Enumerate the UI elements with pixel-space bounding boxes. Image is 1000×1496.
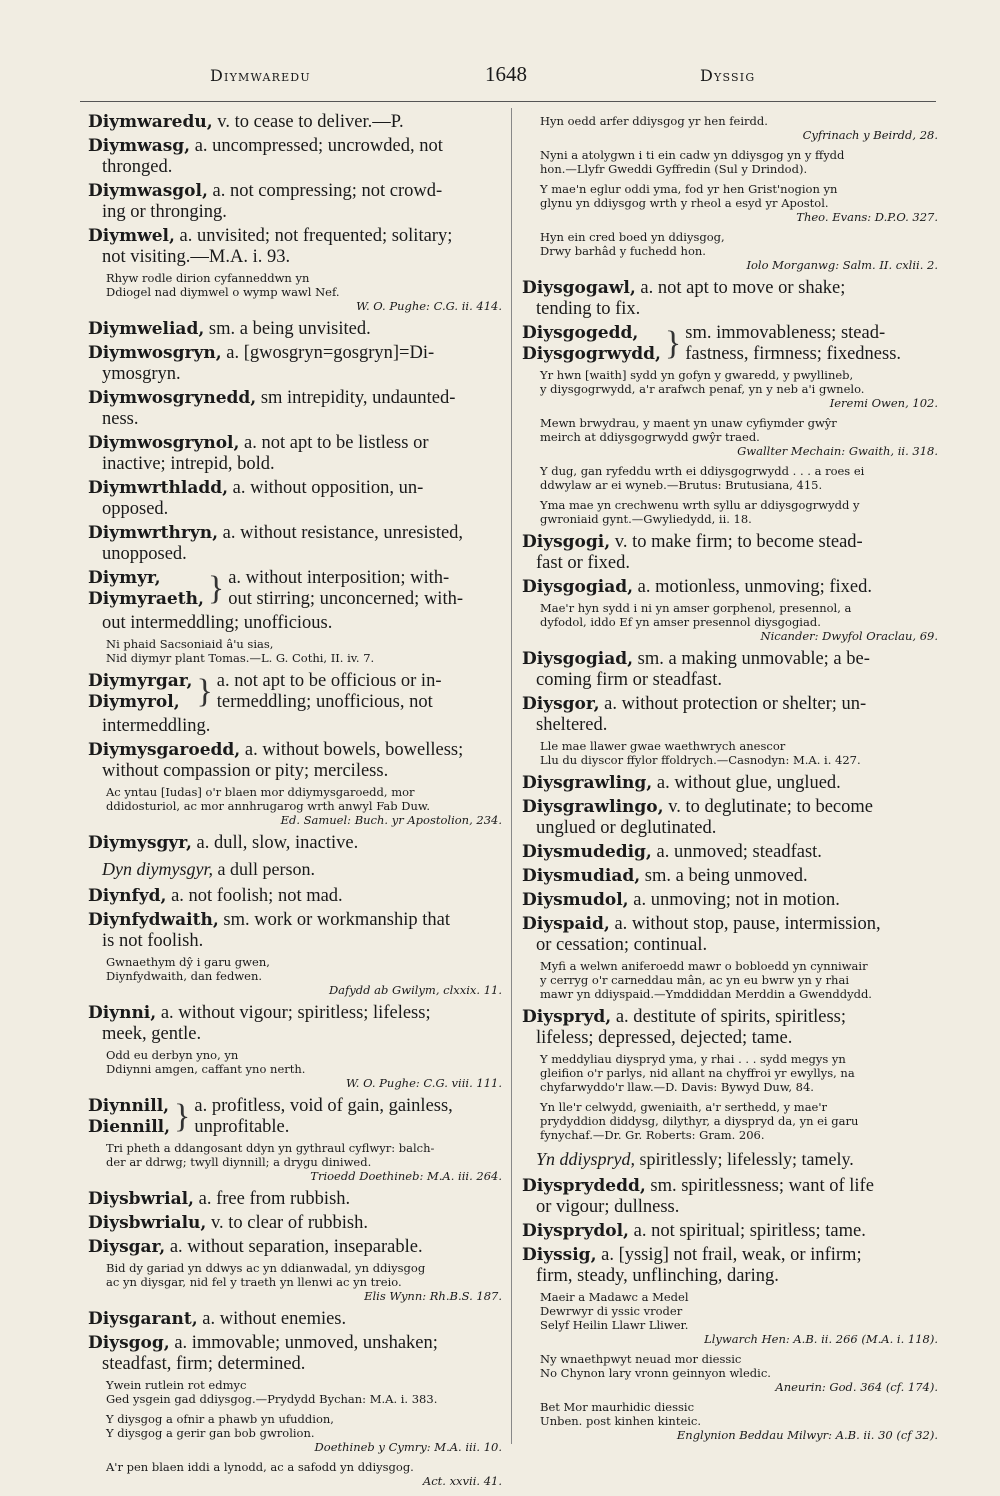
quote-line: ac yn diysgar, nid fel y traeth yn llenwi ac yn treio. — [106, 1275, 402, 1289]
definition-line: a. without interposition; with- — [228, 568, 450, 588]
definition: a. dull, slow, inactive. — [196, 833, 359, 853]
headword: Diysgar, — [88, 1237, 166, 1257]
quote-line: Drwy barhâd y fuchedd hon. — [540, 244, 706, 258]
dictionary-entry — [522, 890, 938, 911]
definition-continuation: unglued or deglutinated. — [536, 818, 717, 838]
quote-line: gwroniaid gynt.—Gwyliedydd, ii. 18. — [540, 512, 752, 526]
definition-continuation: without compassion or pity; merciless. — [102, 761, 389, 781]
headword: Diysbwrial, — [88, 1189, 194, 1209]
quote-line: der ar ddrwg; twyll diynnill; a drygu diniwed. — [106, 1155, 372, 1169]
citation-quote — [106, 271, 502, 313]
dictionary-entry — [522, 914, 938, 956]
dictionary-entry — [88, 226, 502, 268]
dictionary-entry — [88, 433, 502, 475]
left-column — [88, 112, 502, 1494]
header-right-guideword: Dyssig — [700, 66, 756, 85]
headword: Diynni, — [88, 1003, 157, 1023]
citation-quote — [540, 416, 938, 458]
quote-line: Ged ysgein gad ddiysgog.—Prydydd Bychan: M.A. i. 383. — [106, 1392, 438, 1406]
definition-continuation: fast or fixed. — [536, 553, 631, 573]
definition: a. not foolish; not mad. — [171, 886, 343, 906]
definition: v. to deglutinate; to become — [668, 797, 873, 817]
definition-group — [217, 671, 502, 713]
headword: Diysprydedd, — [522, 1176, 646, 1196]
quote-line: Unben. post kinhen kinteic. — [540, 1414, 702, 1428]
dictionary-entry — [522, 1007, 938, 1049]
quote-line: Maeir a Madawc a Medel — [540, 1290, 689, 1304]
citation-quote — [106, 637, 502, 665]
quote-source: Trioedd Doethineb: M.A. iii. 264. — [310, 1169, 502, 1183]
quote-line: Mae'r hyn sydd i ni yn amser gorphenol, presennol, a — [540, 601, 852, 615]
dictionary-entry — [522, 797, 938, 839]
definition: a. not compressing; not crowd- — [212, 181, 443, 201]
definition-continuation: firm, steady, unflinching, daring. — [536, 1266, 779, 1286]
quote-line: Dewrwyr di yssic vroder — [540, 1304, 683, 1318]
quote-line: Lle mae llawer gwae waethwrych anescor — [540, 739, 786, 753]
quote-line: Bet Mor maurhidic diessic — [540, 1400, 695, 1414]
quote-source: Gwallter Mechain: Gwaith, ii. 318. — [737, 444, 938, 458]
dictionary-entry — [88, 136, 502, 178]
citation-quote — [540, 182, 938, 224]
definition-group — [228, 568, 502, 610]
quote-line: Y mae'n eglur oddi yma, fod yr hen Grist'nogion yn — [540, 182, 838, 196]
definition: a. immovable; unmoved, unshaken; — [174, 1333, 438, 1353]
quote-line: Hyn ein cred boed yn ddiysgog, — [540, 230, 725, 244]
definition-continuation: or cessation; continual. — [536, 935, 708, 955]
definition: v. to cease to deliver.—P. — [217, 112, 404, 132]
citation-quote — [540, 1052, 938, 1094]
quote-line: y cerryg o'r carneddau mân, ac yn eu bwrw yn y rhai — [540, 973, 850, 987]
definition: a. not apt to move or shake; — [640, 278, 846, 298]
example-phrase — [102, 858, 502, 880]
quote-line: ddwylaw ar ei wyneb.—Brutus: Brutusiana, 415. — [540, 478, 823, 492]
definition-continuation: sheltered. — [536, 715, 608, 735]
paired-entry — [88, 1096, 502, 1138]
definition-line: a. not apt to be officious or in- — [216, 671, 442, 691]
quote-line: Ddiogel nad diymwel o wymp wawl Nef. — [106, 285, 340, 299]
quote-source: Theo. Evans: D.P.O. 327. — [796, 210, 938, 224]
quote-line: mawr yn ddiyspaid.—Ymddiddan Merddin a Gwenddydd. — [540, 987, 872, 1001]
quote-source: Doethineb y Cymry: M.A. iii. 10. — [314, 1440, 502, 1454]
quote-line: Y diysgog a ofnir a phawb yn ufuddion, — [106, 1412, 334, 1426]
citation-quote — [106, 1412, 502, 1454]
definition-group — [685, 323, 938, 365]
headword: Diysbwrialu, — [88, 1213, 207, 1233]
definition: a. not spiritual; spiritless; tame. — [633, 1221, 866, 1241]
definition-line: termeddling; unofficious, not — [216, 692, 433, 712]
dictionary-entry — [88, 886, 502, 907]
phrase-welsh: Dyn diymysgyr, — [102, 859, 213, 879]
dictionary-entry — [522, 866, 938, 887]
headword: Diymwosgrynol, — [88, 433, 240, 453]
quote-line: chyfarwyddo'r llaw.—D. Davis: Bywyd Duw, 84. — [540, 1080, 814, 1094]
quote-line: Mewn brwydrau, y maent yn unaw cyfiymder gwŷr — [540, 416, 837, 430]
definition: a. [gwosgryn=gosgryn]=Di- — [226, 343, 435, 363]
headword-group — [88, 1096, 170, 1138]
quote-line: Nid diymyr plant Tomas.—L. G. Cothi, II. iv. 7. — [106, 651, 375, 665]
quote-line: Odd eu derbyn yno, yn — [106, 1048, 239, 1062]
definition: a. unvisited; not frequented; solitary; — [179, 226, 453, 246]
dictionary-entry — [522, 577, 938, 598]
phrase-gloss: spiritlessly; lifelessly; tamely. — [635, 1149, 854, 1169]
definition-line: a. profitless, void of gain, gainless, — [194, 1096, 453, 1116]
definition-continuation: inactive; intrepid, bold. — [102, 454, 275, 474]
definition-line: fastness, firmness; fixedness. — [685, 344, 902, 364]
definition-continuation: not visiting.—M.A. i. 93. — [102, 247, 291, 267]
definition-continuation: is not foolish. — [102, 931, 204, 951]
definition: a. without glue, unglued. — [656, 773, 841, 793]
quote-source: Act. xxvii. 41. — [422, 1474, 502, 1488]
definition-continuation: coming firm or steadfast. — [536, 670, 722, 690]
quote-line: prydyddion diddysg, dilythyr, a diyspryd da, yn ei garu — [540, 1114, 859, 1128]
definition-continuation: unopposed. — [102, 544, 187, 564]
paired-entry — [88, 671, 502, 713]
headword: Diymyraeth, — [88, 589, 204, 609]
definition: a. without enemies. — [202, 1309, 347, 1329]
dictionary-entry — [88, 1003, 502, 1045]
quote-line: Y diysgog a gerir gan bob gwrolion. — [106, 1426, 315, 1440]
quote-line: dyfodol, iddo Ef yn amser presennol diysgogiad. — [540, 615, 821, 629]
definition-line: out stirring; unconcerned; with- — [228, 589, 463, 609]
citation-quote — [540, 114, 938, 142]
dictionary-entry — [522, 694, 938, 736]
quote-source: Dafydd ab Gwilym, clxxix. 11. — [328, 983, 502, 997]
quote-line: meirch at ddiysgogrwydd gwŷr traed. — [540, 430, 760, 444]
quote-source: Iolo Morganwg: Salm. II. cxlii. 2. — [746, 258, 938, 272]
dictionary-entry — [88, 319, 502, 340]
definition: a. unmoving; not in motion. — [633, 890, 840, 910]
definition: a. [yssig] not frail, weak, or infirm; — [601, 1245, 862, 1265]
headword: Diysgog, — [88, 1333, 170, 1353]
definition: a. destitute of spirits, spiritless; — [615, 1007, 847, 1027]
dictionary-entry — [522, 1245, 938, 1287]
headword: Diymwosgryn, — [88, 343, 222, 363]
headword-group — [88, 671, 192, 713]
citation-quote — [540, 959, 938, 1001]
definition: a. unmoved; steadfast. — [656, 842, 822, 862]
definition: a. motionless, unmoving; fixed. — [637, 577, 872, 597]
dictionary-entry — [88, 1189, 502, 1210]
definition-continuation: thronged. — [102, 157, 173, 177]
definition-continuation: opposed. — [102, 499, 169, 519]
quote-source: Elis Wynn: Rh.B.S. 187. — [364, 1289, 502, 1303]
header-left-guideword: Diymwaredu — [210, 66, 311, 85]
dictionary-entry — [522, 842, 938, 863]
quote-line: Gwnaethym dŷ i garu gwen, — [106, 955, 270, 969]
quote-line: Hyn oedd arfer ddiysgog yr hen feirdd. — [540, 114, 768, 128]
headword: Diyssig, — [522, 1245, 597, 1265]
quote-line: Y dug, gan ryfeddu wrth ei ddiysgogrwydd . . . a roes ei — [540, 464, 865, 478]
quote-source: Nicander: Dwyfol Oraclau, 69. — [760, 629, 938, 643]
page-number: 1648 — [485, 62, 527, 86]
definition-continuation: out intermeddling; unofficious. — [102, 613, 333, 633]
headword: Diysgogedd, — [522, 323, 639, 343]
dictionary-entry — [88, 112, 502, 133]
page-header — [60, 62, 940, 98]
dictionary-entry — [88, 1213, 502, 1234]
definition: sm. work or workmanship that — [223, 910, 450, 930]
citation-quote — [106, 1460, 502, 1488]
definition-continuation: ness. — [102, 409, 139, 429]
headword: Diymweliad, — [88, 319, 205, 339]
definition: a. uncompressed; uncrowded, not — [194, 136, 443, 156]
headword: Diymysgyr, — [88, 833, 192, 853]
quote-line: Yr hwn [waith] sydd yn gofyn y gwaredd, y pwyllineb, — [540, 368, 854, 382]
definition: sm. a being unmoved. — [644, 866, 808, 886]
dictionary-entry — [522, 1221, 938, 1242]
headword: Diynnill, — [88, 1096, 170, 1116]
headword-group — [522, 323, 661, 365]
definition-continuation: ymosgryn. — [102, 364, 181, 384]
headword: Diymwrthladd, — [88, 478, 229, 498]
quote-source: Ieremi Owen, 102. — [829, 396, 938, 410]
headword: Diymwrthryn, — [88, 523, 218, 543]
phrase-gloss: a dull person. — [212, 859, 315, 879]
quote-line: Y meddyliau diyspryd yma, y rhai . . . sydd megys yn — [540, 1052, 846, 1066]
dictionary-entry — [88, 1237, 502, 1258]
dictionary-entry — [88, 523, 502, 565]
definition: a. without separation, inseparable. — [169, 1237, 423, 1257]
quote-line: Yma mae yn crechwenu wrth syllu ar ddiysgogrwydd y — [540, 498, 860, 512]
dictionary-entry — [522, 649, 938, 691]
headword-group — [88, 568, 204, 610]
phrase-welsh: Yn ddiyspryd, — [536, 1149, 635, 1169]
dictionary-entry — [88, 910, 502, 952]
headword: Diennill, — [88, 1117, 171, 1137]
headword: Diymwasg, — [88, 136, 191, 156]
definition: a. without vigour; spiritless; lifeless; — [160, 1003, 431, 1023]
quote-line: fynychaf.—Dr. Gr. Roberts: Gram. 206. — [540, 1128, 765, 1142]
headword: Diymwosgrynedd, — [88, 388, 257, 408]
quote-line: Ywein rutlein rot edmyc — [106, 1378, 247, 1392]
quote-line: hon.—Llyfr Gweddi Gyffredin (Sul y Drindod). — [540, 162, 808, 176]
headword: Diysmudiad, — [522, 866, 641, 886]
headword: Diysgogi, — [522, 532, 611, 552]
citation-quote — [540, 739, 938, 767]
citation-quote — [540, 464, 938, 492]
citation-quote — [540, 148, 938, 176]
definition-continuation: meek, gentle. — [102, 1024, 202, 1044]
citation-quote — [106, 1141, 502, 1183]
citation-quote — [106, 1378, 502, 1406]
headword: Diysgogawl, — [522, 278, 636, 298]
dictionary-entry — [88, 478, 502, 520]
quote-line: Llu du diyscor ffylor ffoldrych.—Casnodyn: M.A. i. 427. — [540, 753, 861, 767]
headword: Diynfydwaith, — [88, 910, 219, 930]
dictionary-entry — [88, 740, 502, 782]
headword: Diysgarant, — [88, 1309, 198, 1329]
headword: Diymwel, — [88, 226, 175, 246]
quote-line: Ni phaid Sacsoniaid â'u sias, — [106, 637, 274, 651]
quote-source: Ed. Samuel: Buch. yr Apostolion, 234. — [280, 813, 502, 827]
headword: Diysgrawling, — [522, 773, 653, 793]
quote-line: Rhyw rodle dirion cyfanneddwn yn — [106, 271, 310, 285]
brace-glyph: } — [196, 673, 213, 710]
quote-line: Nyni a atolygwn i ti ein cadw yn ddiysgog yn y ffydd — [540, 148, 845, 162]
headword: Diysgogiad, — [522, 577, 634, 597]
quote-line: y diysgogrwydd, a'r arafwch penaf, yn y neb a'i gwnelo. — [540, 382, 865, 396]
definition-continuation: intermeddling. — [102, 716, 211, 736]
headword: Diymwaredu, — [88, 112, 213, 132]
headword: Diyspaid, — [522, 914, 610, 934]
citation-quote — [540, 230, 938, 272]
definition: v. to clear of rubbish. — [210, 1213, 369, 1233]
citation-quote — [540, 1352, 938, 1394]
dictionary-entry — [88, 388, 502, 430]
definition: v. to make firm; to become stead- — [614, 532, 863, 552]
headword: Diysgogiad, — [522, 649, 634, 669]
dictionary-entry — [522, 532, 938, 574]
citation-quote — [540, 1400, 938, 1442]
citation-quote — [540, 368, 938, 410]
definition-line: unprofitable. — [194, 1117, 290, 1137]
definition: a. without resistance, unresisted, — [222, 523, 464, 543]
quote-line: Tri pheth a ddangosant ddyn yn gythraul cyflwyr: balch- — [106, 1141, 435, 1155]
quote-source: W. O. Pughe: C.G. ii. 414. — [356, 299, 502, 313]
definition: a. without opposition, un- — [232, 478, 424, 498]
headword: Diysmudedig, — [522, 842, 652, 862]
definition: sm. spiritlessness; want of life — [650, 1176, 874, 1196]
headword: Diysprydol, — [522, 1221, 629, 1241]
headword: Diysmudol, — [522, 890, 629, 910]
quote-line: Diynfydwaith, dan fedwen. — [106, 969, 263, 983]
headword: Diysgor, — [522, 694, 600, 714]
dictionary-entry — [88, 1309, 502, 1330]
quote-line: Myfi a welwn aniferoedd mawr o bobloedd yn cynniwair — [540, 959, 868, 973]
definition: a. without stop, pause, intermission, — [614, 914, 881, 934]
headword: Diymyr, — [88, 568, 161, 588]
citation-quote — [106, 785, 502, 827]
citation-quote — [106, 1048, 502, 1090]
quote-line: ddidosturiol, ac mor annhrugarog wrth anwyl Fab Duw. — [106, 799, 431, 813]
definition-continuation: steadfast, firm; determined. — [102, 1354, 306, 1374]
dictionary-entry — [522, 773, 938, 794]
quote-line: Bid dy gariad yn ddwys ac yn ddianwadal, yn ddiysgog — [106, 1261, 426, 1275]
definition: sm intrepidity, undaunted- — [260, 388, 456, 408]
definition-continuation: tending to fix. — [536, 299, 641, 319]
definition: a. free from rubbish. — [198, 1189, 351, 1209]
quote-line: Yn lle'r celwydd, gweniaith, a'r serthedd, y mae'r — [540, 1100, 828, 1114]
right-column — [522, 112, 938, 1448]
definition-continuation: ing or thronging. — [102, 202, 227, 222]
paired-entry — [88, 568, 502, 610]
definition-continuation: lifeless; depressed, dejected; tame. — [536, 1028, 793, 1048]
dictionary-entry — [522, 278, 938, 320]
dictionary-entry — [522, 1176, 938, 1218]
citation-quote — [106, 955, 502, 997]
dictionary-entry — [88, 1333, 502, 1375]
quote-line: No Chynon lary vronn geinnyon wledic. — [540, 1366, 771, 1380]
paired-entry — [522, 323, 938, 365]
definition-line: sm. immovableness; stead- — [685, 323, 886, 343]
dictionary-entry — [88, 833, 502, 854]
quote-source: Aneurin: God. 364 (cf. 174). — [775, 1380, 938, 1394]
citation-quote — [540, 498, 938, 526]
definition: a. not apt to be listless or — [244, 433, 429, 453]
definition: a. without bowels, bowelless; — [244, 740, 464, 760]
headword: Diymyrgar, — [88, 671, 193, 691]
definition-group — [194, 1096, 502, 1138]
headword: Diymysgaroedd, — [88, 740, 241, 760]
brace-glyph: } — [207, 570, 225, 607]
headword: Diysgogrwydd, — [522, 344, 661, 364]
dictionary-entry — [88, 343, 502, 385]
headword: Diyspryd, — [522, 1007, 612, 1027]
quote-source: W. O. Pughe: C.G. viii. 111. — [345, 1076, 502, 1090]
headword: Diysgrawlingo, — [522, 797, 664, 817]
headword: Diynfyd, — [88, 886, 167, 906]
dictionary-entry — [88, 181, 502, 223]
citation-quote — [106, 1261, 502, 1303]
headword: Diymwasgol, — [88, 181, 208, 201]
citation-quote — [540, 1290, 938, 1346]
quote-line: Ny wnaethpwyt neuad mor diessic — [540, 1352, 742, 1366]
definition: sm. a being unvisited. — [208, 319, 371, 339]
quote-source: Llywarch Hen: A.B. ii. 266 (M.A. i. 118). — [704, 1332, 938, 1346]
header-rule — [80, 101, 936, 102]
brace-glyph: } — [664, 325, 682, 362]
definition: a. without protection or shelter; un- — [604, 694, 867, 714]
quote-line: A'r pen blaen iddi a lynodd, ac a safodd yn ddiysgog. — [106, 1460, 414, 1474]
quote-line: Ddiynni amgen, caffant yno nerth. — [106, 1062, 306, 1076]
quote-line: gleifion o'r parlys, nid allant na chyffroi yr ewyllys, na — [540, 1066, 855, 1080]
headword: Diymyrol, — [88, 692, 180, 712]
definition: sm. a making unmovable; a be- — [637, 649, 870, 669]
quote-source: Englynion Beddau Milwyr: A.B. ii. 30 (cf 32). — [676, 1428, 938, 1442]
citation-quote — [540, 601, 938, 643]
citation-quote — [540, 1100, 938, 1142]
definition-continuation: or vigour; dullness. — [536, 1197, 680, 1217]
quote-line: Selyf Heilin Llawr Lliwer. — [540, 1318, 689, 1332]
quote-source: Cyfrinach y Beirdd, 28. — [802, 128, 938, 142]
brace-glyph: } — [174, 1098, 191, 1135]
column-divider — [511, 108, 512, 1444]
quote-line: Ac yntau [Iudas] o'r blaen mor ddiymysgaroedd, mor — [106, 785, 415, 799]
example-phrase — [536, 1148, 938, 1170]
quote-line: glynu yn ddiysgog wrth y rheol a esyd yr Apostol. — [540, 196, 829, 210]
